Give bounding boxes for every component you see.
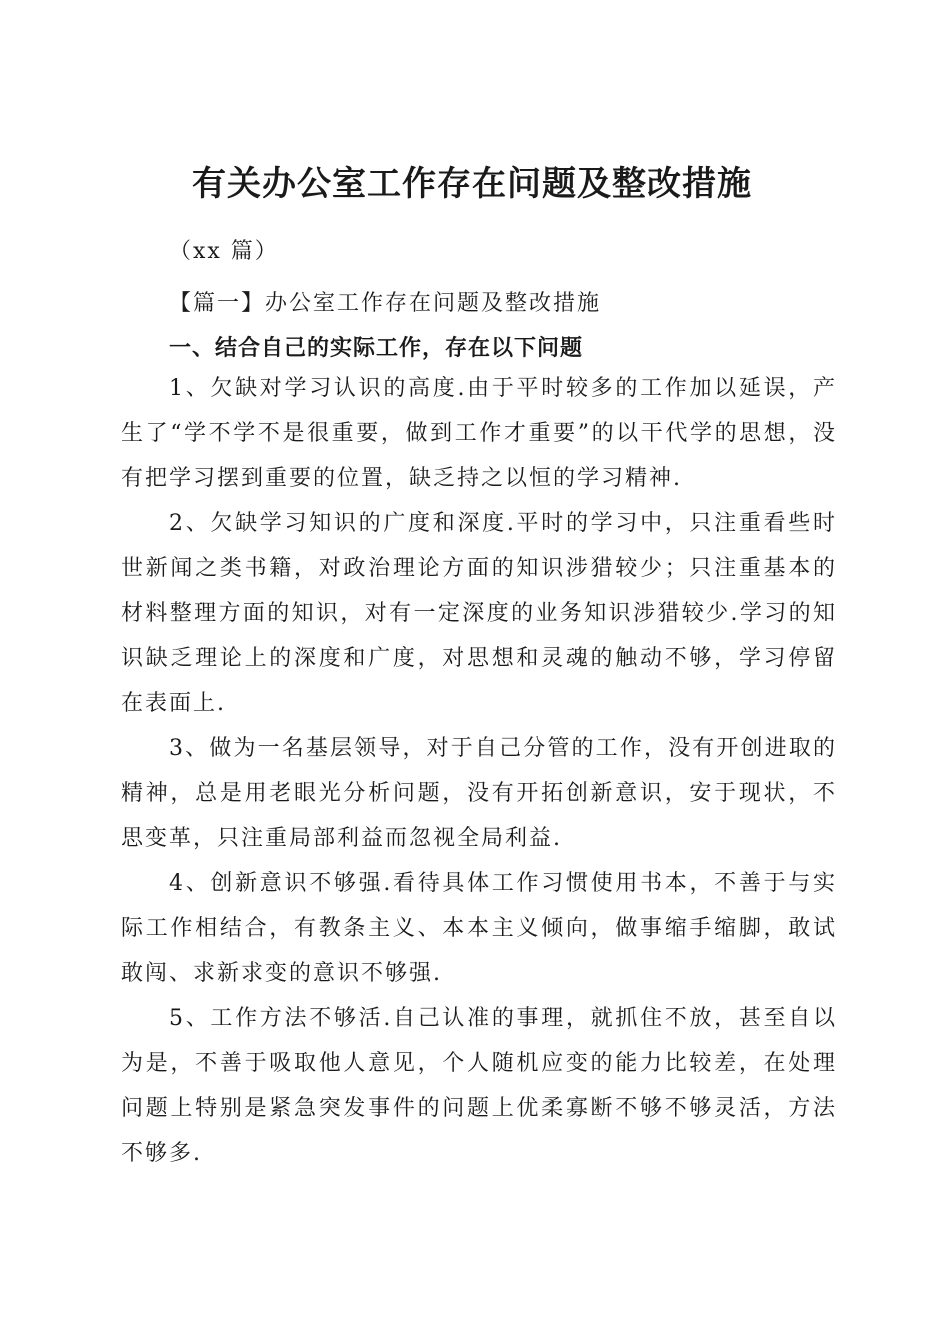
document-title: 有关办公室工作存在问题及整改措施 — [192, 163, 752, 204]
paragraph-2: 2、欠缺学习知识的广度和深度.平时的学习中，只注重看些时世新闻之类书籍，对政治理论方面的知识涉猎较少；只注重基本的材料整理方面的知识，对有一定深度的业务知识涉猎较少.学习的知识缺乏理论上的深度和广度，对思想和灵魂的触动不够，学习停留在表面上. — [121, 511, 837, 716]
paragraph-4: 4、创新意识不够强.看待具体工作习惯使用书本，不善于与实际工作相结合，有教条主义、本本主义倾向，做事缩手缩脚，敢试敢闯、求新求变的意识不够强. — [121, 871, 837, 986]
count-line: （xx 篇） — [169, 239, 279, 264]
paragraph-3: 3、做为一名基层领导，对于自己分管的工作，没有开创进取的精神，总是用老眼光分析问题，没有开拓创新意识，安于现状，不思变革，只注重局部利益而忽视全局利益. — [121, 736, 837, 851]
chapter-heading: 【篇一】办公室工作存在问题及整改措施 — [169, 291, 602, 316]
paragraph-5: 5、工作方法不够活.自己认准的事理，就抓住不放，甚至自以为是，不善于吸取他人意见，个人随机应变的能力比较差，在处理问题上特别是紧急突发事件的问题上优柔寡断不够不够灵活，方法不够多. — [121, 1006, 837, 1166]
document-body — [121, 230, 837, 1176]
paragraph-1: 1、欠缺对学习认识的高度.由于平时较多的工作加以延误，产生了“学不学不是很重要，做到工作才重要”的以干代学的思想，没有把学习摆到重要的位置，缺乏持之以恒的学习精神. — [121, 376, 837, 491]
section-heading: 一、结合自己的实际工作，存在以下问题 — [169, 336, 584, 361]
